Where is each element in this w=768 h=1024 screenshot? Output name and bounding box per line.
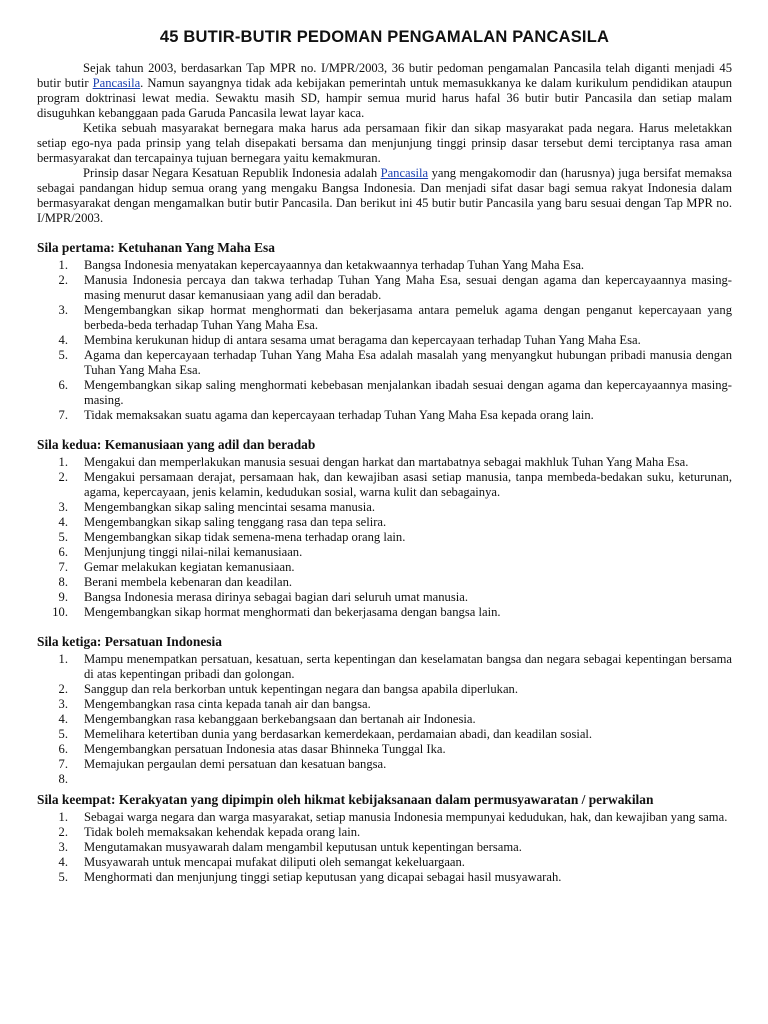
sila-3-heading: Sila ketiga: Persatuan Indonesia: [37, 634, 222, 649]
list-item: [37, 810, 732, 825]
page-title: 45 BUTIR-BUTIR PEDOMAN PENGAMALAN PANCASILA: [159, 28, 610, 46]
item-text: Bangsa Indonesia menyatakan kepercayaannya dan ketakwaannya terhadap Tuhan Yang Maha Esa.: [84, 258, 585, 272]
item-number: 8.: [58, 772, 68, 786]
item-number: 2.: [58, 682, 68, 696]
list-item: [37, 605, 732, 620]
sila-1-list: [37, 258, 732, 423]
item-number: 6.: [58, 742, 68, 756]
sila-2-list: [37, 455, 732, 620]
item-text: Mengembangkan persatuan Indonesia atas dasar Bhinneka Tunggal Ika.: [84, 742, 446, 756]
pancasila-link[interactable]: Pancasila: [380, 166, 429, 180]
sila-3-list: [37, 652, 732, 787]
item-text: Mengembangkan sikap saling mencintai sesama manusia.: [84, 500, 375, 514]
item-number: 9.: [58, 590, 68, 604]
item-number: 10.: [52, 605, 68, 619]
list-item: [37, 303, 732, 333]
item-number: 4.: [58, 515, 68, 529]
list-item: [37, 712, 732, 727]
item-number: 4.: [58, 712, 68, 726]
intro-p3-text-before: Prinsip dasar Negara Kesatuan Republik Indonesia adalah: [83, 166, 381, 180]
sila-4-heading: Sila keempat: Kerakyatan yang dipimpin oleh hikmat kebijaksanaan dalam permusyawaratan / perwakilan: [37, 792, 654, 807]
list-item: [37, 590, 732, 605]
item-number: 1.: [58, 652, 68, 666]
pancasila-link[interactable]: Pancasila: [92, 76, 141, 90]
item-text: Bangsa Indonesia merasa dirinya sebagai bagian dari seluruh umat manusia.: [84, 590, 468, 604]
item-number: 5.: [58, 727, 68, 741]
item-text: Membina kerukunan hidup di antara sesama umat beragama dan kepercayaan terhadap Tuhan Yang Maha Esa.: [84, 333, 641, 347]
list-item: [37, 348, 732, 378]
item-text: Berani membela kebenaran dan keadilan.: [84, 575, 293, 589]
item-number: 1.: [58, 455, 68, 469]
intro-paragraph-2: Ketika sebuah masyarakat bernegara maka harus ada persamaan fikir dan sikap masyarakat pada negara. Harus meletakkan setiap ego-nya pada prinsip yang telah disepakati bersama dan menjunjung tinggi prinsip dasar tersebut demi terciptanya rasa aman bermasyarakat dan tercapainya tujuan bernegara yaitu kemakmuran.: [37, 121, 732, 165]
item-number: 3.: [58, 840, 68, 854]
list-item: [37, 515, 732, 530]
item-text: Sanggup dan rela berkorban untuk kepentingan negara dan bangsa apabila diperlukan.: [84, 682, 518, 696]
item-number: 4.: [58, 333, 68, 347]
item-number: 2.: [58, 273, 68, 287]
item-text: Mengembangkan rasa kebanggaan berkebangsaan dan bertanah air Indonesia.: [84, 712, 476, 726]
item-text: Mengembangkan sikap saling tenggang rasa dan tepa selira.: [84, 515, 387, 529]
list-item: [37, 575, 732, 590]
list-item: [37, 408, 732, 423]
item-number: 4.: [58, 855, 68, 869]
item-text: Memelihara ketertiban dunia yang berdasarkan kemerdekaan, perdamaian abadi, dan keadilan sosial.: [84, 727, 593, 741]
item-text: Menghormati dan menjunjung tinggi setiap keputusan yang dicapai sebagai hasil musyawarah.: [84, 870, 562, 884]
list-item: [37, 378, 732, 408]
item-text: Mengutamakan musyawarah dalam mengambil keputusan untuk kepentingan bersama.: [84, 840, 522, 854]
item-text: Gemar melakukan kegiatan kemanusiaan.: [84, 560, 295, 574]
sila-2-heading: Sila kedua: Kemanusiaan yang adil dan beradab: [37, 437, 316, 452]
list-item: [37, 545, 732, 560]
list-item: [37, 697, 732, 712]
intro-p3-text-after: yang mengakomodir dan (harusnya) juga bersifat memaksa sebagai pandangan hidup semua orang yang mengaku Bangsa Indonesia. Dan menjadi sifat dasar bagi semua rakyat Indonesia dalam bermasyarakat dengan mengamalkan butir butir Pancasila. Dan berikut ini 45 butir butir Pancasila yang baru sesuai dengan Tap MPR no. I/MPR/2003.: [37, 166, 732, 225]
item-number: 3.: [58, 500, 68, 514]
item-number: 1.: [58, 258, 68, 272]
sila-4-list: [37, 810, 732, 885]
list-item: [37, 273, 732, 303]
item-number: 5.: [58, 530, 68, 544]
item-text: Musyawarah untuk mencapai mufakat diliputi oleh semangat kekeluargaan.: [84, 855, 465, 869]
item-text: Manusia Indonesia percaya dan takwa terhadap Tuhan Yang Maha Esa, sesuai dengan agama dan kepercayaannya masing-masing menurut dasar kemanusiaan yang adil dan beradab.: [84, 273, 732, 302]
item-text: Tidak boleh memaksakan kehendak kepada orang lain.: [84, 825, 361, 839]
intro-p1-text-after: . Namun sayangnya tidak ada kebijakan pemerintah untuk memasukkanya ke dalam kurikulum pendidikan ataupun program doktrinasi lewat media. Sewaktu masih SD, hampir semua murid harus hafal 36 butir butir Pancasila dan setiap malam disuguhkan kebanggaan pada Garuda Pancasila lewat layar kaca.: [37, 76, 732, 120]
item-number: 2.: [58, 470, 68, 484]
item-text: Mengakui dan memperlakukan manusia sesuai dengan harkat dan martabatnya sebagai makhluk Tuhan Yang Maha Esa.: [84, 455, 689, 469]
item-number: 6.: [58, 378, 68, 392]
list-item: [37, 470, 732, 500]
item-text: Mengembangkan sikap saling menghormati kebebasan menjalankan ibadah sesuai dengan agama dan kepercayaannya masing-masing.: [84, 378, 732, 407]
list-item: [37, 855, 732, 870]
item-text: Tidak memaksakan suatu agama dan kepercayaan terhadap Tuhan Yang Maha Esa kepada orang lain.: [84, 408, 594, 422]
list-item: [37, 500, 732, 515]
item-number: 1.: [58, 810, 68, 824]
item-text: Mengembangkan sikap hormat menghormati dan bekerjasama dengan bangsa lain.: [84, 605, 501, 619]
list-item: [37, 727, 732, 742]
item-number: 5.: [58, 348, 68, 362]
item-text: Mampu menempatkan persatuan, kesatuan, serta kepentingan dan keselamatan bangsa dan negara sebagai kepentingan bersama di atas kepentingan pribadi dan golongan.: [84, 652, 732, 681]
item-text: Mengembangkan sikap tidak semena-mena terhadap orang lain.: [84, 530, 406, 544]
item-number: 2.: [58, 825, 68, 839]
item-number: 3.: [58, 303, 68, 317]
item-text: Sebagai warga negara dan warga masyarakat, setiap manusia Indonesia mempunyai kedudukan, hak, dan kewajiban yang sama.: [84, 810, 728, 824]
item-number: 5.: [58, 870, 68, 884]
item-number: 7.: [58, 408, 68, 422]
item-number: 8.: [58, 575, 68, 589]
intro-paragraph-1: [37, 61, 732, 121]
sila-1-heading: Sila pertama: Ketuhanan Yang Maha Esa: [37, 240, 275, 255]
list-item: [37, 870, 732, 885]
item-number: 3.: [58, 697, 68, 711]
intro-p1-text-before: Sejak tahun 2003, berdasarkan Tap MPR no. I/MPR/2003, 36 butir pedoman pengamalan Pancasila telah diganti menjadi 45 butir butir: [37, 61, 732, 90]
item-text: Agama dan kepercayaan terhadap Tuhan Yang Maha Esa adalah masalah yang menyangkut hubungan pribadi manusia dengan Tuhan Yang Maha Esa.: [84, 348, 732, 377]
item-number: 7.: [58, 757, 68, 771]
list-item: [37, 840, 732, 855]
list-item: [37, 757, 732, 772]
list-item: [37, 333, 732, 348]
item-text: Mengakui persamaan derajat, persamaan hak, dan kewajiban asasi setiap manusia, tanpa membeda-bedakan suku, keturunan, agama, kepercayaan, jenis kelamin, kedudukan sosial, warna kulit dan sebagainya.: [84, 470, 732, 499]
item-text: [84, 772, 87, 786]
list-item: [37, 825, 732, 840]
item-text: Mengembangkan sikap hormat menghormati dan bekerjasama antara pemeluk agama dengan penganut kepercayaan yang berbeda-beda terhadap Tuhan Yang Maha Esa.: [84, 303, 732, 332]
list-item: [37, 742, 732, 757]
item-number: 6.: [58, 545, 68, 559]
list-item: [37, 530, 732, 545]
list-item: [37, 560, 732, 575]
item-text: Mengembangkan rasa cinta kepada tanah air dan bangsa.: [84, 697, 371, 711]
list-item: [37, 682, 732, 697]
item-number: 7.: [58, 560, 68, 574]
list-item: [37, 652, 732, 682]
list-item: [37, 455, 732, 470]
item-text: Memajukan pergaulan demi persatuan dan kesatuan bangsa.: [84, 757, 387, 771]
intro-paragraph-3: [37, 166, 732, 226]
list-item: [37, 258, 732, 273]
list-item: [37, 772, 732, 787]
item-text: Menjunjung tinggi nilai-nilai kemanusiaan.: [84, 545, 303, 559]
